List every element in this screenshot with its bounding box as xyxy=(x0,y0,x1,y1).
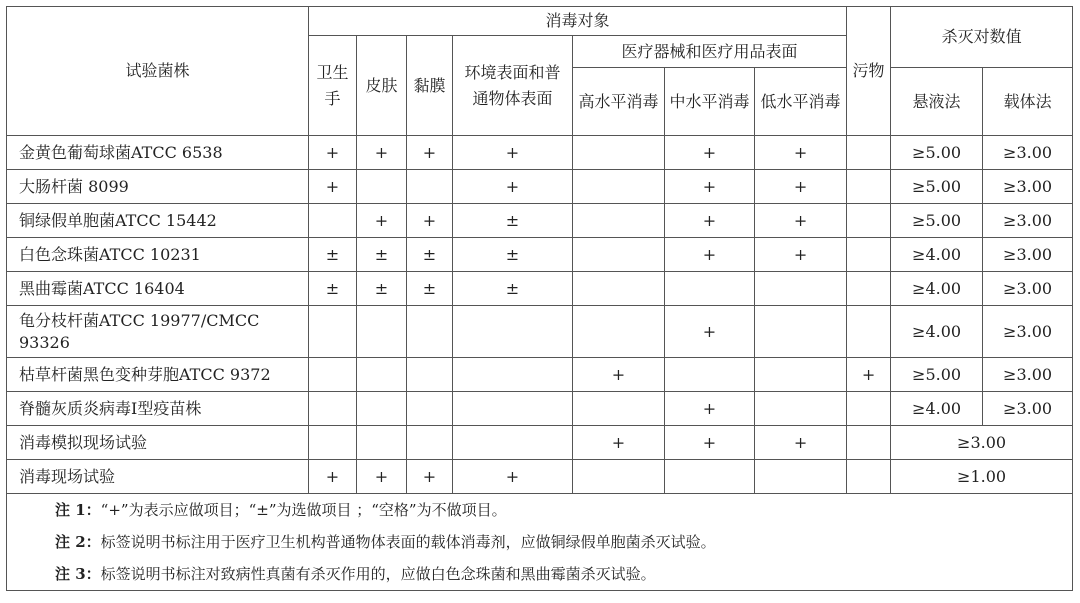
strain-name: 消毒现场试验 xyxy=(7,460,309,494)
note-text: 标签说明书标注对致病性真菌有杀灭作用的，应做白色念珠菌和黑曲霉菌杀灭试验。 xyxy=(100,565,656,583)
cell-suspension: ≥5.00 xyxy=(891,358,983,392)
cell-skin xyxy=(357,426,407,460)
cell-carrier: ≥3.00 xyxy=(983,306,1073,358)
cell-mucosa xyxy=(407,306,453,358)
cell-high xyxy=(573,204,665,238)
cell-low xyxy=(755,392,847,426)
table-row xyxy=(7,204,1073,238)
cell-mucosa xyxy=(407,392,453,426)
cell-high xyxy=(573,238,665,272)
cell-carrier: ≥3.00 xyxy=(983,170,1073,204)
strain-name: 枯草杆菌黑色变种芽胞ATCC 9372 xyxy=(7,358,309,392)
note-text: “+”为表示应做项目；“±”为选做项目 ；“空格”为不做项目。 xyxy=(100,501,507,519)
table-row xyxy=(7,272,1073,306)
cell-mid: + xyxy=(665,306,755,358)
cell-dirt: + xyxy=(847,358,891,392)
header-kill-log: 杀灭对数值 xyxy=(891,7,1073,68)
table-row xyxy=(7,136,1073,170)
cell-low: + xyxy=(755,170,847,204)
cell-carrier: ≥3.00 xyxy=(983,358,1073,392)
cell-dirt xyxy=(847,426,891,460)
cell-dirt xyxy=(847,204,891,238)
cell-skin: + xyxy=(357,204,407,238)
disinfectant-test-table-page xyxy=(6,6,1072,597)
cell-mid xyxy=(665,272,755,306)
note-label: 注 2： xyxy=(55,533,101,551)
cell-hand: ± xyxy=(309,238,357,272)
cell-low: + xyxy=(755,136,847,170)
cell-hand xyxy=(309,426,357,460)
cell-skin: ± xyxy=(357,272,407,306)
header-mid: 中水平消毒 xyxy=(665,68,755,136)
cell-high xyxy=(573,136,665,170)
table-row xyxy=(7,306,1073,358)
cell-carrier: ≥3.00 xyxy=(983,204,1073,238)
cell-mucosa: ± xyxy=(407,238,453,272)
table-row xyxy=(7,358,1073,392)
cell-env: ± xyxy=(453,204,573,238)
cell-low: + xyxy=(755,238,847,272)
cell-suspension: ≥4.00 xyxy=(891,392,983,426)
cell-high xyxy=(573,170,665,204)
cell-mucosa xyxy=(407,170,453,204)
cell-low: + xyxy=(755,204,847,238)
cell-dirt xyxy=(847,272,891,306)
cell-hand: + xyxy=(309,460,357,494)
cell-mid: + xyxy=(665,136,755,170)
cell-mucosa: + xyxy=(407,204,453,238)
cell-env: + xyxy=(453,460,573,494)
note-text: 标签说明书标注用于医疗卫生机构普通物体表面的载体消毒剂，应做铜绿假单胞菌杀灭试验。 xyxy=(100,533,716,551)
cell-hand: + xyxy=(309,170,357,204)
cell-mid xyxy=(665,460,755,494)
cell-carrier: ≥3.00 xyxy=(983,238,1073,272)
strain-name: 铜绿假单胞菌ATCC 15442 xyxy=(7,204,309,238)
cell-skin: + xyxy=(357,136,407,170)
cell-skin xyxy=(357,170,407,204)
note-2 xyxy=(55,526,1068,558)
strain-name: 大肠杆菌 8099 xyxy=(7,170,309,204)
cell-high: + xyxy=(573,358,665,392)
cell-mucosa: ± xyxy=(407,272,453,306)
cell-carrier: ≥3.00 xyxy=(983,272,1073,306)
header-hand: 卫生手 xyxy=(309,36,357,136)
cell-mid: + xyxy=(665,204,755,238)
cell-dirt xyxy=(847,238,891,272)
cell-kill-merged: ≥1.00 xyxy=(891,460,1073,494)
strain-name: 龟分枝杆菌ATCC 19977/CMCC 93326 xyxy=(7,306,309,358)
cell-mid: + xyxy=(665,392,755,426)
cell-mid: + xyxy=(665,426,755,460)
cell-low xyxy=(755,358,847,392)
notes-row xyxy=(7,494,1073,591)
note-1 xyxy=(55,494,1068,526)
table-row xyxy=(7,238,1073,272)
note-label: 注 1： xyxy=(55,501,101,519)
cell-env: ± xyxy=(453,272,573,306)
cell-env: ± xyxy=(453,238,573,272)
header-skin: 皮肤 xyxy=(357,36,407,136)
header-medical: 医疗器械和医疗用品表面 xyxy=(573,36,847,68)
cell-hand xyxy=(309,204,357,238)
cell-high xyxy=(573,460,665,494)
cell-mucosa xyxy=(407,426,453,460)
header-dirt: 污物 xyxy=(847,7,891,136)
cell-suspension: ≥5.00 xyxy=(891,170,983,204)
cell-env xyxy=(453,306,573,358)
cell-dirt xyxy=(847,170,891,204)
cell-low xyxy=(755,306,847,358)
cell-mid xyxy=(665,358,755,392)
note-3 xyxy=(55,558,1068,590)
cell-carrier: ≥3.00 xyxy=(983,136,1073,170)
cell-high xyxy=(573,306,665,358)
test-strain-table xyxy=(6,6,1073,591)
header-mucosa: 黏膜 xyxy=(407,36,453,136)
cell-mucosa: + xyxy=(407,460,453,494)
header-low: 低水平消毒 xyxy=(755,68,847,136)
strain-name: 金黄色葡萄球菌ATCC 6538 xyxy=(7,136,309,170)
strain-name: 黑曲霉菌ATCC 16404 xyxy=(7,272,309,306)
cell-suspension: ≥4.00 xyxy=(891,238,983,272)
cell-kill-merged: ≥3.00 xyxy=(891,426,1073,460)
notes-cell xyxy=(7,494,1073,591)
cell-dirt xyxy=(847,460,891,494)
cell-skin xyxy=(357,392,407,426)
header-disinfect-object: 消毒对象 xyxy=(309,7,847,36)
cell-mucosa: + xyxy=(407,136,453,170)
header-high: 高水平消毒 xyxy=(573,68,665,136)
note-label: 注 3： xyxy=(55,565,101,583)
cell-low: + xyxy=(755,426,847,460)
cell-env xyxy=(453,392,573,426)
header-suspension: 悬液法 xyxy=(891,68,983,136)
cell-hand: + xyxy=(309,136,357,170)
cell-suspension: ≥5.00 xyxy=(891,204,983,238)
cell-high xyxy=(573,272,665,306)
cell-high xyxy=(573,392,665,426)
strain-name: 白色念珠菌ATCC 10231 xyxy=(7,238,309,272)
cell-low xyxy=(755,272,847,306)
cell-hand xyxy=(309,306,357,358)
cell-mucosa xyxy=(407,358,453,392)
cell-hand: ± xyxy=(309,272,357,306)
cell-high: + xyxy=(573,426,665,460)
cell-low xyxy=(755,460,847,494)
table-row-field xyxy=(7,460,1073,494)
strain-name: 脊髓灰质炎病毒Ⅰ型疫苗株 xyxy=(7,392,309,426)
cell-suspension: ≥4.00 xyxy=(891,306,983,358)
cell-dirt xyxy=(847,136,891,170)
cell-hand xyxy=(309,358,357,392)
cell-env: + xyxy=(453,170,573,204)
cell-hand xyxy=(309,392,357,426)
cell-suspension: ≥4.00 xyxy=(891,272,983,306)
header-strain: 试验菌株 xyxy=(7,7,309,136)
cell-env: + xyxy=(453,136,573,170)
cell-skin: ± xyxy=(357,238,407,272)
table-row xyxy=(7,170,1073,204)
cell-dirt xyxy=(847,392,891,426)
table-row-simulated-field xyxy=(7,426,1073,460)
cell-mid: + xyxy=(665,238,755,272)
cell-env xyxy=(453,426,573,460)
strain-name: 消毒模拟现场试验 xyxy=(7,426,309,460)
table-row xyxy=(7,392,1073,426)
cell-env xyxy=(453,358,573,392)
cell-skin xyxy=(357,306,407,358)
cell-skin xyxy=(357,358,407,392)
cell-mid: + xyxy=(665,170,755,204)
cell-carrier: ≥3.00 xyxy=(983,392,1073,426)
header-carrier: 载体法 xyxy=(983,68,1073,136)
header-environment: 环境表面和普通物体表面 xyxy=(453,36,573,136)
cell-suspension: ≥5.00 xyxy=(891,136,983,170)
cell-skin: + xyxy=(357,460,407,494)
cell-dirt xyxy=(847,306,891,358)
